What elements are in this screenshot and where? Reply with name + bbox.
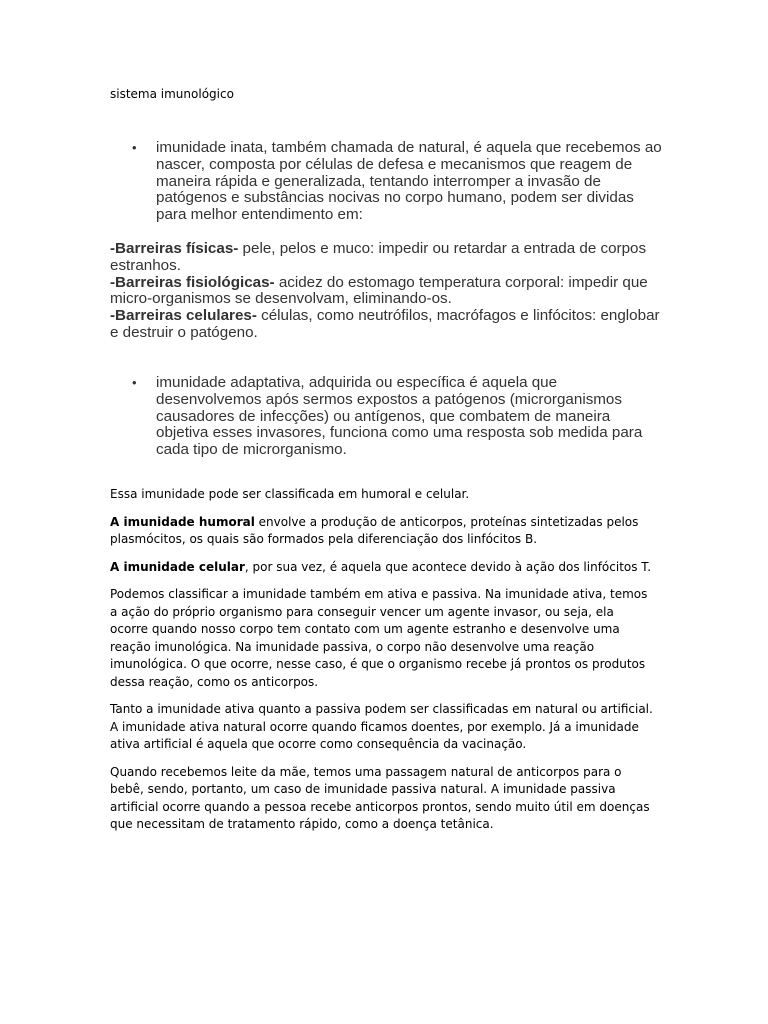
celular-text: , por sua vez, é aquela que acontece devido à ação dos linfócitos T. xyxy=(244,559,652,574)
barrier-physiological xyxy=(110,275,670,309)
bullet-list-adaptive xyxy=(110,375,662,459)
humoral-term: A imunidade humoral xyxy=(110,514,255,529)
paragraph-celular xyxy=(110,559,655,577)
barrier-cellular-label: -Barreiras celulares- xyxy=(110,307,257,325)
document-title: sistema imunológico xyxy=(110,87,234,101)
list-item-innate xyxy=(110,140,662,224)
barrier-physiological-label: -Barreiras fisiológicas- xyxy=(110,273,275,291)
barrier-physical-text: pele, pelos e muco: impedir ou retardar a entrada de corpos estranhos. xyxy=(110,240,647,274)
paragraph-classification: Essa imunidade pode ser classificada em humoral e celular. xyxy=(110,487,470,501)
bullet-text-innate: imunidade inata, também chamada de natural, é aquela que recebemos ao nascer, composta por células de defesa e mecanismos que reagem de maneira rápida e generalizada, tentando interromper a invasão de patógenos e substâncias nocivas no corpo humano, podem ser dividas para melhor entendimento em: xyxy=(156,139,662,224)
bullet-text-adaptive: imunidade adaptativa, adquirida ou específica é aquela que desenvolvemos após sermos expostos a patógenos (microrganismos causadores de infecções) ou antígenos, que combatem de maneira objetiva esses invasores, funciona como uma resposta sob medida para cada tipo de microrganismo. xyxy=(156,374,643,459)
body-text xyxy=(110,486,655,844)
list-item-adaptive xyxy=(110,375,662,459)
barrier-cellular-text: células, como neutrófilos, macrófagos e linfócitos: englobar e destruir o patógeno. xyxy=(110,307,660,341)
bullet-list-innate xyxy=(110,140,662,224)
humoral-text: envolve a produção de anticorpos, proteínas sintetizadas pelos plasmócitos, os quais são formados pela diferenciação dos linfócitos B. xyxy=(110,514,639,546)
barrier-physical xyxy=(110,241,670,275)
barrier-physical-label: -Barreiras físicas- xyxy=(110,240,239,257)
bullet-dot-icon: • xyxy=(132,375,137,390)
paragraph-leite: Quando recebemos leite da mãe, temos uma passagem natural de anticorpos para o bebê, sendo, portanto, um caso de imunidade passiva natural. A imunidade passiva artificial ocorre quando a pessoa recebe anticorpos prontos, sendo muito útil em doenças que necessitam de tratamento rápido, como a doença tetânica. xyxy=(110,764,650,831)
paragraph-humoral xyxy=(110,514,655,549)
barrier-physiological-text: acidez do estomago temperatura corporal: impedir que micro-organismos se desenvolvam, eliminando-os. xyxy=(110,273,648,308)
barriers-section xyxy=(110,241,670,342)
paragraph-natural-artificial: Tanto a imunidade ativa quanto a passiva podem ser classificadas em natural ou artificial. A imunidade ativa natural ocorre quando ficamos doentes, por exemplo. Já a imunidade ativa artificial é aquela que ocorre como consequência da vacinação. xyxy=(110,702,653,751)
paragraph-ativa-passiva: Podemos classificar a imunidade também em ativa e passiva. Na imunidade ativa, temos a ação do próprio organismo para conseguir vencer um agente invasor, ou seja, ela ocorre quando nosso corpo tem contato com um agente estranho e desenvolve uma reação imunológica. Na imunidade passiva, o corpo não desenvolve uma reação imunológica. O que ocorre, nesse caso, é que o organismo recebe já prontos os produtos dessa reação, como os anticorpos. xyxy=(110,587,648,689)
barrier-cellular xyxy=(110,308,670,342)
celular-term: A imunidade celular xyxy=(110,559,245,574)
bullet-dot-icon: • xyxy=(132,140,137,155)
